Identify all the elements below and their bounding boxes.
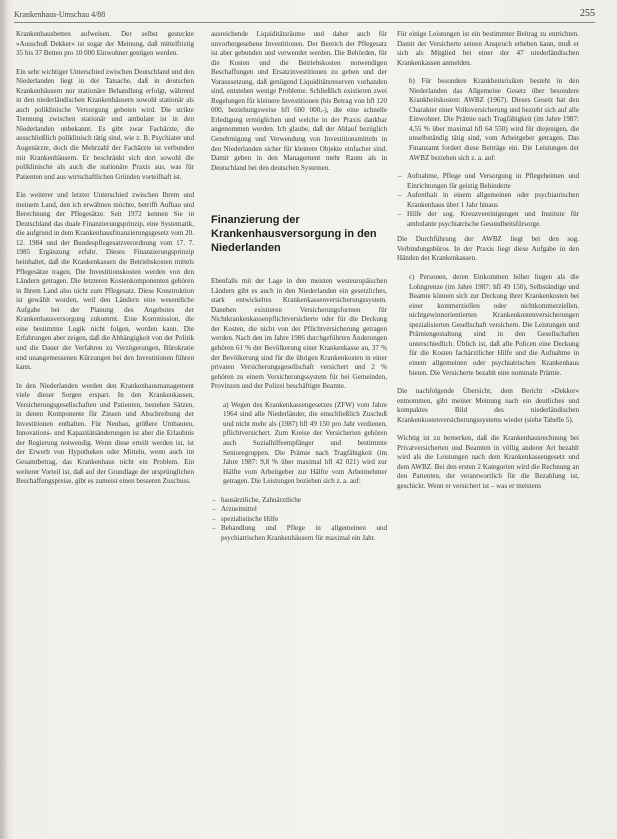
column-right	[397, 30, 579, 830]
paragraph: Ein weiterer und letzter Unterschied zwischen Ihrem und meinem Land, den ich erwähnen möchte, betrifft Aufbau und Berechnung der Pflegesätze. Seit 1972 kennen Sie in Deutschland das duale Finanzierungsprinzip, eine Systematik, die aufgrund in dem Krankenhausfinanzierungsgesetz vom 20. 12. 1984 und der Bundespflegesatzverordnung vom 17. 7. 1985 Ergänzung erfuhr. Dieses Finanzierungsprinzip beinhaltet, daß die Krankenkassen die Betriebskosten mittels Pflegesätze tragen. Die Investitionskosten werden von den Ländern getragen. Die letzteren Kostenkomponenten gehören in Ihrem Land also nicht zum Pflegesatz. Diese Konstruktion ist gewählt worden, weil den Ländern eine wesentliche Aufgabe bei der Planung des Angebotes der Krankenhausversorgung zukommt. Eine Kommission, die eine bestimmte Logik nicht folgen, worden kann. Die Erfahrungen aber zeigen, daß die Abhängigkeit von der Politik und die Dauer der Verfahren zu Verzögerungen, Bürokratie und unangemessenen Kürzungen bei den Investitionen führen kann.	[16, 191, 194, 372]
column-left	[16, 30, 194, 830]
paragraph: ausreichende Liquiditätsräume und daher auch für unvorhergesehene Investitionen. Der Bereich der Pflegesatz ist aber gebunden und verwendet werden. Die Behörden, für die Kosten und die Betriebskosten notwendigen Beschaffungen und Ersatzinvestitionen zu geben und der Voraussetzung, daß genügend Liquiditätsreserven vorhanden sind, entstehen wenige Probleme. Schließlich existieren zwei Regelungen für kleinere Investitionen (bis Betrag von hfl 120 000, beziehungsweise hfl 600 000,-), die eine schnelle Erledigung ermöglichen und welche in der Praxis dankbar angenommen werden. Ich glaube, daß der Ablauf bezüglich Genehmigung und Verwendung von Investitionsmitteln in den Niederlanden sicher für kleinere Objekte einfacher sind. Damit geben in den Management mehr Raum als in Deutschland bei den deutschen Systemen.	[211, 30, 387, 172]
list-item: – spezialistische Hilfe	[221, 515, 387, 525]
list-item: – Aufenthalt in einem allgemeinen oder psychiatrischen Krankenhaus über 1 Jahr hinaus	[407, 191, 579, 210]
paragraph: Ebenfalls mit der Lage in den meisten westeuropäischen Ländern gibt es auch in den Niederlanden ein gesetzliches, stark entwickeltes Krankenkassenversicherungssystem. Daneben existieren Versicherungsformen für Nichtkrankenkassenpflichtversicherte oder für die Deckung der Kosten, die nicht von der Pflichtversicherung getragen werden. Nach den im Jahre 1986 durchgeführten Änderungen gehören 61 % der Bevölkerung einer Krankenkasse an, 37 % der Bevölkerung sind für die übrigen Krankenkosten in einer privaten Versicherungsgesellschaft versichert und 2 % gehören zu einem Versicherungssystem für bei Gemeinden, Provinzen und der Polizei beschäftigte Beamte.	[211, 277, 387, 391]
list-item: – hausärztliche, Zahnärztliche	[221, 496, 387, 506]
binding-shadow	[0, 0, 8, 839]
header-rule	[14, 22, 595, 23]
list-item: – Hilfe der sog. Kreuzvereinigungen und Institute für ambulante psychiatrische Gesundheitsfürsorge.	[407, 210, 579, 229]
section-heading: Finanzierung der Krankenhausversorgung in den Niederlanden	[211, 214, 377, 255]
paragraph: Für einige Leistungen ist ein bestimmter Beitrag zu entrichten. Damit der Versicherte seinen Anspruch erheben kann, muß er sich als Mitglied bei einer der 47 niederländischen Krankenkassen anmelden.	[397, 30, 579, 67]
page-number: 255	[580, 8, 595, 19]
list-item: – Aufnahme, Pflege und Versorgung in Pflegeheimen und Einrichtungen für geistig Behinderte	[407, 172, 579, 191]
paragraph: Wichtig ist zu bemerken, daß die Krankenhausrechnung bei Privatversicherten und Beamten in völlig anderer Art bezahlt wird als die Leistungen nach dem Krankenkassengesetz und dem AWBZ. Bei den ersten 2 Kategorien wird die Rechnung an den Patienten, der verantwortlich für die Bezahlung ist, geschickt. Wenn er versichert ist – was er meistens	[397, 434, 579, 490]
column-middle	[211, 30, 387, 830]
list-item-b: b) Für besondere Krankheitsrisiken besteht in den Niederlanden das Allgemeine Gesetz über besondere Krankheitskosten: AWBZ (1967). Dieses Gesetz hat den Charakter einer Volksversicherung und bezieht sich auf alle Einwohner. Die Prämie nach Tragfähigkeit (im Jahre 1987: 4,55 % über maximal hfl 64 550) wird für diejenigen, die unselbständig tätig sind, vom Arbeitgeber getragen. Das Finanzamt fordert diese Beiträge ein. Die Leistungen der AWBZ beziehen sich z. a. auf:	[409, 77, 579, 162]
list-item: – Arzneimittel	[221, 505, 387, 515]
list-item: – Behandlung und Pflege in allgemeinen und psychiatrischen Krankenhäusern für maximal ein Jahr.	[221, 524, 387, 543]
paragraph: In den Niederlanden werden den Krankenhausmanagement viele dieser Sorgen erspart. In den Krankenkassen, Versicherungsgesellschaften und Patienten, bestehen Sätzen, in denen Komponente für Zinsen und Abschreibung der Investitionen enthalten. Für Neubau, größere Umbauten, Innovations- und Kapazitätsänderungen ist aber die Erlaubnis der Regierung notwendig. Wenn diese erteilt werden ist, ist der Erwerb von Hypotheken oder Mitteln, wenn auch im Gesamtbetrag, das Krankenhaus nicht ein Problem. Ein weiterer Vorteil ist, daß auf der Grundlage der ursprünglichen Beschaffungspreise, gibt es zumeist einen besseren Zuschuss.	[16, 381, 194, 486]
paragraph: Ein sehr wichtiger Unterschied zwischen Deutschland und den Niederlanden liegt in der Tatsache, daß in deutschen Krankenhäusern nur stationäre Behandlung erfolgt, während in den niederländischen Krankenhäusern sowohl stationär als auch poliklinische Versorgung geboten wird. Die strikte Trennung zwischen stationär und ambulant ist in den Niederlanden unbekannt. Es gibt zwar Fachärzte, die ausschließlich poliklinisch tätig sind, wie z. B. Psychiater und Augenärzte, doch die Mehrzahl der Fachärzte ist verbunden mit Krankenhäusern. Er beschränkt sich dort sowohl die poliklinische als auch die stationäre Praxis aus, was für Patienten und aus wirtschaftlichen Gründen vorteilhaft ist.	[16, 67, 194, 181]
benefit-list-a	[211, 496, 387, 544]
paragraph: Die Durchführung der AWBZ liegt bei den sog. Verbindungsbüros. In der Praxis liegt diese Aufgabe in den Händen der Krankenkassen.	[397, 235, 579, 263]
benefit-list-b	[397, 172, 579, 229]
list-item-c: c) Personen, deren Einkommen höher liegen als die Lohngrenze (im Jahre 1987: hfl 49 150), Selbständige und Beamte können sich zur Deckung ihrer Krankenkosten bei einer kommerziellen oder nichtkommerziellen, nichtgewinnorientierten Krankenkostenversicherungen spezialisierten Gesellschaft versichern. Die Leistungen und Prämiengestaltung sind in den Gesellschaften unterschiedlich. Üblich ist, daß alle Policen eine Deckung für die Kosten fachärztlicher Hilfe und die Aufnahme in einem allgemeinen oder psychiatrischen Krankenhaus bieten. Die Versicherte bezahlt eine nominale Prämie.	[409, 273, 579, 377]
list-item-a: a) Wegen des Krankenkassengesetzes (ZFW) vom Jahre 1964 sind alle Niederländer, die einschließlich Zuschuß und nicht mehr als (1987) hfl 49 150 pro Jahr verdienen, pflichtversichert. Zum Kreise der Versicherten gehören auch Sozialhilfeempfänger und bestimmte Senioregruppen. Die Prämie nach Tragfähigkeit (im Jahre 1987: 9,8 % über maximal hfl 42 021) wird zur Hälfte vom Arbeitgeber zur Hälfte vom Arbeitnehmer getragen. Die Leistungen beziehen sich z. a. auf:	[223, 400, 387, 486]
paragraph: Die nachfolgende Übersicht, dem Bericht »Dekker« entnommen, gibt meiner Meinung nach ein deutliches und kompaktes Bild des niederländischen Krankenkostenversicherungssystems wieder (siehe Tabelle 5).	[397, 387, 579, 424]
journal-name: Krankenhaus-Umschau 4/88	[14, 10, 106, 19]
paragraph: Krankenhausbetten aufweisen. Der selbst gesteckte »Ausschuß Dekker« ist sogar der Meinung, daß mittelfristig 35 bis 37 Betten pro 10 000 Einwohner genügen werden.	[16, 30, 194, 58]
